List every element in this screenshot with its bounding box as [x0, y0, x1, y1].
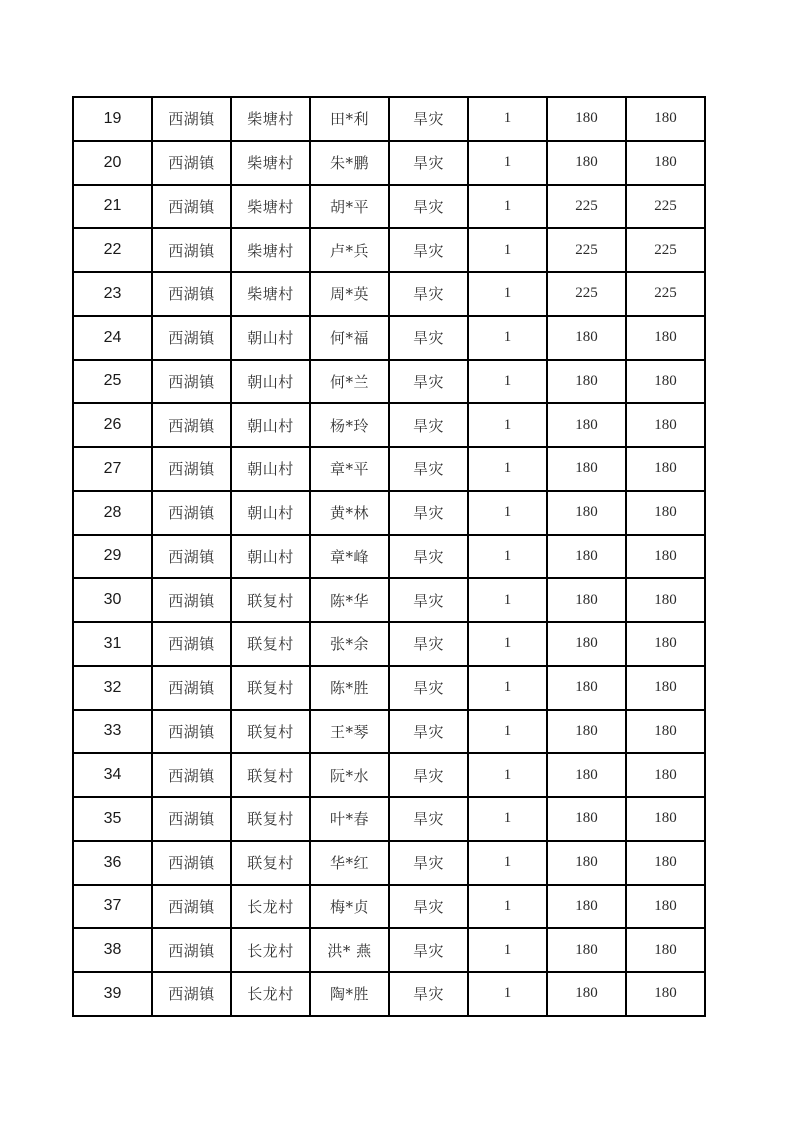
table-row	[73, 316, 705, 360]
standard-amount-cell: 225	[547, 185, 626, 229]
table-row	[73, 228, 705, 272]
person-name-cell: 周*英	[310, 272, 389, 316]
standard-amount-cell: 180	[547, 535, 626, 579]
total-amount-cell: 180	[626, 666, 705, 710]
town-cell: 西湖镇	[152, 272, 231, 316]
disaster-type-cell: 旱灾	[389, 403, 468, 447]
standard-amount-cell: 180	[547, 403, 626, 447]
person-name-cell: 王*琴	[310, 710, 389, 754]
person-name-cell: 华*红	[310, 841, 389, 885]
quantity-cell: 1	[468, 228, 547, 272]
standard-amount-cell: 180	[547, 141, 626, 185]
village-cell: 联复村	[231, 578, 310, 622]
village-cell: 朝山村	[231, 403, 310, 447]
table-row	[73, 622, 705, 666]
standard-amount-cell: 180	[547, 360, 626, 404]
village-cell: 朝山村	[231, 360, 310, 404]
table-row	[73, 491, 705, 535]
disaster-type-cell: 旱灾	[389, 928, 468, 972]
total-amount-cell: 180	[626, 622, 705, 666]
town-cell: 西湖镇	[152, 141, 231, 185]
town-cell: 西湖镇	[152, 316, 231, 360]
town-cell: 西湖镇	[152, 885, 231, 929]
standard-amount-cell: 180	[547, 710, 626, 754]
standard-amount-cell: 180	[547, 447, 626, 491]
disaster-type-cell: 旱灾	[389, 797, 468, 841]
disaster-type-cell: 旱灾	[389, 272, 468, 316]
town-cell: 西湖镇	[152, 185, 231, 229]
disaster-type-cell: 旱灾	[389, 97, 468, 141]
quantity-cell: 1	[468, 447, 547, 491]
quantity-cell: 1	[468, 972, 547, 1016]
person-name-cell: 胡*平	[310, 185, 389, 229]
disaster-type-cell: 旱灾	[389, 535, 468, 579]
row-number-cell: 27	[73, 447, 152, 491]
person-name-cell: 陶*胜	[310, 972, 389, 1016]
quantity-cell: 1	[468, 491, 547, 535]
village-cell: 柴塘村	[231, 228, 310, 272]
village-cell: 长龙村	[231, 928, 310, 972]
quantity-cell: 1	[468, 360, 547, 404]
total-amount-cell: 180	[626, 885, 705, 929]
quantity-cell: 1	[468, 797, 547, 841]
disaster-type-cell: 旱灾	[389, 972, 468, 1016]
village-cell: 朝山村	[231, 316, 310, 360]
town-cell: 西湖镇	[152, 403, 231, 447]
quantity-cell: 1	[468, 316, 547, 360]
village-cell: 联复村	[231, 753, 310, 797]
standard-amount-cell: 180	[547, 797, 626, 841]
relief-table-body	[73, 97, 705, 1016]
village-cell: 柴塘村	[231, 97, 310, 141]
total-amount-cell: 180	[626, 360, 705, 404]
table-row	[73, 403, 705, 447]
person-name-cell: 卢*兵	[310, 228, 389, 272]
table-row	[73, 841, 705, 885]
disaster-type-cell: 旱灾	[389, 622, 468, 666]
row-number-cell: 21	[73, 185, 152, 229]
town-cell: 西湖镇	[152, 228, 231, 272]
table-row	[73, 272, 705, 316]
village-cell: 联复村	[231, 710, 310, 754]
disaster-type-cell: 旱灾	[389, 578, 468, 622]
village-cell: 联复村	[231, 622, 310, 666]
quantity-cell: 1	[468, 841, 547, 885]
table-row	[73, 360, 705, 404]
town-cell: 西湖镇	[152, 928, 231, 972]
disaster-type-cell: 旱灾	[389, 666, 468, 710]
total-amount-cell: 180	[626, 491, 705, 535]
table-row	[73, 710, 705, 754]
row-number-cell: 22	[73, 228, 152, 272]
person-name-cell: 张*余	[310, 622, 389, 666]
total-amount-cell: 225	[626, 228, 705, 272]
standard-amount-cell: 180	[547, 885, 626, 929]
total-amount-cell: 180	[626, 535, 705, 579]
person-name-cell: 章*平	[310, 447, 389, 491]
disaster-relief-table	[72, 96, 706, 1017]
table-row	[73, 97, 705, 141]
disaster-type-cell: 旱灾	[389, 710, 468, 754]
town-cell: 西湖镇	[152, 491, 231, 535]
standard-amount-cell: 180	[547, 97, 626, 141]
town-cell: 西湖镇	[152, 797, 231, 841]
total-amount-cell: 180	[626, 928, 705, 972]
total-amount-cell: 180	[626, 97, 705, 141]
total-amount-cell: 180	[626, 972, 705, 1016]
standard-amount-cell: 180	[547, 622, 626, 666]
town-cell: 西湖镇	[152, 710, 231, 754]
disaster-type-cell: 旱灾	[389, 228, 468, 272]
table-row	[73, 797, 705, 841]
quantity-cell: 1	[468, 753, 547, 797]
row-number-cell: 32	[73, 666, 152, 710]
row-number-cell: 34	[73, 753, 152, 797]
row-number-cell: 33	[73, 710, 152, 754]
table-row	[73, 535, 705, 579]
row-number-cell: 25	[73, 360, 152, 404]
quantity-cell: 1	[468, 97, 547, 141]
total-amount-cell: 180	[626, 797, 705, 841]
village-cell: 长龙村	[231, 885, 310, 929]
village-cell: 朝山村	[231, 491, 310, 535]
row-number-cell: 30	[73, 578, 152, 622]
row-number-cell: 37	[73, 885, 152, 929]
person-name-cell: 阮*水	[310, 753, 389, 797]
quantity-cell: 1	[468, 928, 547, 972]
row-number-cell: 20	[73, 141, 152, 185]
total-amount-cell: 180	[626, 753, 705, 797]
row-number-cell: 36	[73, 841, 152, 885]
town-cell: 西湖镇	[152, 578, 231, 622]
person-name-cell: 叶*春	[310, 797, 389, 841]
total-amount-cell: 180	[626, 578, 705, 622]
standard-amount-cell: 180	[547, 666, 626, 710]
table-row	[73, 972, 705, 1016]
village-cell: 联复村	[231, 841, 310, 885]
disaster-type-cell: 旱灾	[389, 885, 468, 929]
row-number-cell: 31	[73, 622, 152, 666]
town-cell: 西湖镇	[152, 447, 231, 491]
village-cell: 柴塘村	[231, 141, 310, 185]
quantity-cell: 1	[468, 535, 547, 579]
row-number-cell: 29	[73, 535, 152, 579]
standard-amount-cell: 180	[547, 928, 626, 972]
total-amount-cell: 225	[626, 272, 705, 316]
table-row	[73, 578, 705, 622]
table-row	[73, 141, 705, 185]
town-cell: 西湖镇	[152, 97, 231, 141]
quantity-cell: 1	[468, 578, 547, 622]
standard-amount-cell: 180	[547, 491, 626, 535]
quantity-cell: 1	[468, 185, 547, 229]
row-number-cell: 26	[73, 403, 152, 447]
town-cell: 西湖镇	[152, 535, 231, 579]
village-cell: 柴塘村	[231, 185, 310, 229]
town-cell: 西湖镇	[152, 972, 231, 1016]
row-number-cell: 23	[73, 272, 152, 316]
quantity-cell: 1	[468, 141, 547, 185]
standard-amount-cell: 180	[547, 316, 626, 360]
quantity-cell: 1	[468, 710, 547, 754]
row-number-cell: 35	[73, 797, 152, 841]
person-name-cell: 洪* 燕	[310, 928, 389, 972]
table-row	[73, 928, 705, 972]
standard-amount-cell: 180	[547, 972, 626, 1016]
standard-amount-cell: 225	[547, 228, 626, 272]
table-row	[73, 885, 705, 929]
person-name-cell: 杨*玲	[310, 403, 389, 447]
table-row	[73, 666, 705, 710]
disaster-type-cell: 旱灾	[389, 360, 468, 404]
total-amount-cell: 180	[626, 841, 705, 885]
table-row	[73, 185, 705, 229]
town-cell: 西湖镇	[152, 360, 231, 404]
village-cell: 柴塘村	[231, 272, 310, 316]
standard-amount-cell: 180	[547, 578, 626, 622]
total-amount-cell: 180	[626, 316, 705, 360]
disaster-type-cell: 旱灾	[389, 447, 468, 491]
town-cell: 西湖镇	[152, 622, 231, 666]
disaster-type-cell: 旱灾	[389, 141, 468, 185]
person-name-cell: 何*兰	[310, 360, 389, 404]
quantity-cell: 1	[468, 885, 547, 929]
person-name-cell: 何*福	[310, 316, 389, 360]
row-number-cell: 39	[73, 972, 152, 1016]
person-name-cell: 陈*华	[310, 578, 389, 622]
quantity-cell: 1	[468, 666, 547, 710]
person-name-cell: 朱*鹏	[310, 141, 389, 185]
disaster-type-cell: 旱灾	[389, 753, 468, 797]
town-cell: 西湖镇	[152, 841, 231, 885]
table-row	[73, 447, 705, 491]
person-name-cell: 田*利	[310, 97, 389, 141]
person-name-cell: 梅*贞	[310, 885, 389, 929]
standard-amount-cell: 225	[547, 272, 626, 316]
row-number-cell: 19	[73, 97, 152, 141]
disaster-type-cell: 旱灾	[389, 841, 468, 885]
quantity-cell: 1	[468, 403, 547, 447]
table-row	[73, 753, 705, 797]
total-amount-cell: 180	[626, 403, 705, 447]
quantity-cell: 1	[468, 622, 547, 666]
quantity-cell: 1	[468, 272, 547, 316]
total-amount-cell: 225	[626, 185, 705, 229]
disaster-type-cell: 旱灾	[389, 491, 468, 535]
disaster-type-cell: 旱灾	[389, 316, 468, 360]
village-cell: 联复村	[231, 797, 310, 841]
standard-amount-cell: 180	[547, 841, 626, 885]
standard-amount-cell: 180	[547, 753, 626, 797]
town-cell: 西湖镇	[152, 753, 231, 797]
disaster-type-cell: 旱灾	[389, 185, 468, 229]
row-number-cell: 38	[73, 928, 152, 972]
row-number-cell: 24	[73, 316, 152, 360]
row-number-cell: 28	[73, 491, 152, 535]
person-name-cell: 陈*胜	[310, 666, 389, 710]
village-cell: 长龙村	[231, 972, 310, 1016]
total-amount-cell: 180	[626, 710, 705, 754]
person-name-cell: 黄*林	[310, 491, 389, 535]
person-name-cell: 章*峰	[310, 535, 389, 579]
village-cell: 朝山村	[231, 535, 310, 579]
village-cell: 朝山村	[231, 447, 310, 491]
total-amount-cell: 180	[626, 141, 705, 185]
total-amount-cell: 180	[626, 447, 705, 491]
village-cell: 联复村	[231, 666, 310, 710]
town-cell: 西湖镇	[152, 666, 231, 710]
